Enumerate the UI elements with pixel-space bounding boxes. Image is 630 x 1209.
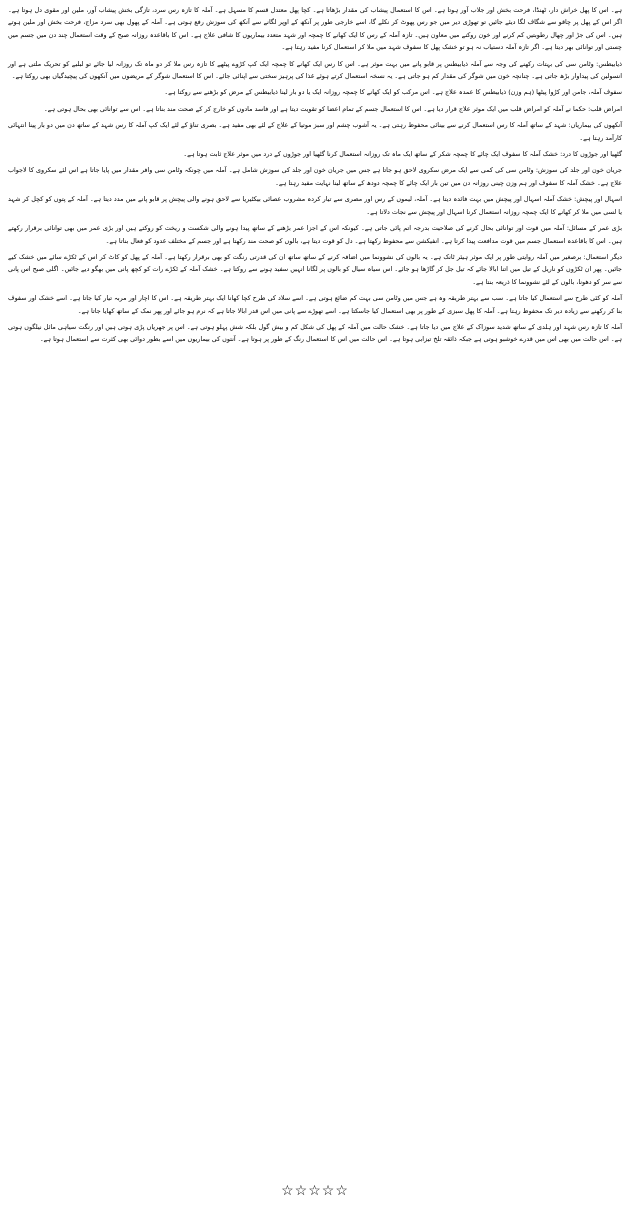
paragraph-joint-pain: گٹھیا اور جوڑوں کا درد: خشک آملہ کا سفوف ایک چائے کا چمچہ شکر کے ساتھ ایک ماہ تک روزانہ استعمال کرنا گٹھیا اور جوڑوں کے درد میں موثر علاج ثابت ہوتا ہے۔ xyxy=(183,150,622,159)
end-stars-ornament: ☆☆☆☆☆ xyxy=(281,1184,349,1199)
paragraph-scurvy: جریان خون اور جلد کی سوزش: وٹامن سی کی کمی سے ایک مرض سکروی لاحق ہو جاتا ہے جس میں جریان خون اور جلد کی سوزش شامل ہے۔ آملہ میں چونکہ وٹامن سی وافر مقدار میں پایا جاتا ہے اس لئے سکروی کا لاجواب علاج ہے۔ خشک آملہ کا سفوف اور ہم وزن چینی روزانہ دن میں تین بار ایک چائے کا چمچہ دودھ کے ساتھ لینا نہایت مفید رہتا ہے۔ xyxy=(8,166,622,187)
paragraph-dysentery: اسہال اور پیچش: خشک آملہ اسہال اور پیچش میں بہت فائدہ دیتا ہے۔ آملہ، لیموں کے رس اور مصری سے تیار کردہ مشروب عصائی بیکٹیریا سے لاحق ہونے والی پیچش پر قابو پانے میں مدد دیتا ہے۔ آملہ کے پتوں کو کچل کر شہد یا لسی میں ملا کر کھانے کا ایک چمچہ روزانہ استعمال کرنا اسہال اور پیچش سے نجات دلاتا ہے۔ xyxy=(8,195,622,216)
paragraph-heart-disease: امراض قلب: حکما نے آملہ کو امراض قلب میں ایک موثر علاج قرار دیا ہے۔ اس کا استعمال جسم کے تمام اعضا کو تقویت دیتا ہے اور فاسد مادوں کو خارج کر کے صحت مند بناتا ہے۔ اس سے توانائی بھی بحال ہوتی ہے۔ xyxy=(43,104,622,113)
paragraph-eye-diseases: آنکھوں کی بیماریاں: شہد کے ساتھ آملہ کا رس استعمال کرنے سے بینائی محفوظ رہتی ہے۔ یہ آشوب چشم اور سبز موتیا کے علاج کے لئے بھی مفید ہے۔ بصری تناؤ کے لئے ایک کپ آملہ کا رس شہد کے ساتھ دن میں دو بار پینا انتہائی کارآمد رہتا ہے۔ xyxy=(8,121,622,142)
paragraph-dried-fruit: آملہ کا تازہ رس شہد اور ہلدی کے ساتھ شدید سوزاک کے علاج میں دیا جاتا ہے۔ خشک حالت میں آملہ کے پھل کی شکل کم و بیش گول بلکہ شش پہلو ہوتی ہے۔ اس پر جھریاں پڑی ہوتی ہیں اور رنگت سیاہی مائل نیلگوں ہوتی ہے۔ اس حالت میں بھی اس میں قدرے خوشبو ہوتی ہے جبکہ ذائقہ تلخ تیزابی ہوتا ہے۔ اس حالت میں اس کا استعمال رنگ کے طور پر ہوتا ہے۔ آنتوں کی بیماریوں میں اسے بطور دوائی بھی کثرت سے استعمال ہوتا ہے۔ xyxy=(8,322,622,344)
paragraph-other-uses: دیگر استعمال: برصغیر میں آملہ روایتی طور پر ایک موثر ہیئر ٹانک ہے۔ یہ بالوں کی نشوونما میں اضافہ کرنے کے ساتھ ساتھ ان کی قدرتی رنگت کو بھی برقرار رکھتا ہے۔ آملہ کے پھل کو کاٹ کر اس کے ٹکڑے سائے میں خشک کیے جائیں۔ پھر ان ٹکڑوں کو ناریل کے تیل میں اتنا ابالا جائے کہ تیل جل کر گاڑھا ہو جائے۔ اس سیاہ سیال کو بالوں پر لگانا انہیں سفید ہونے سے روکتا ہے۔ خشک آملہ کے ٹکڑے رات کو کچھ پانی میں بھگو دیے جائیں۔ اگلی صبح اس پانی سے سر کو دھونا، بالوں کے لئے نشوونما کا ذریعہ بنتا ہے۔ xyxy=(8,252,622,286)
paragraph-preparation: آملہ کو کئی طرح سے استعمال کیا جاتا ہے۔ سب سے بہتر طریقہ وہ ہے جس میں وٹامن سی بہت کم ضائع ہوتی ہے۔ اسے سلاد کی طرح کچا کھانا ایک بہتر طریقہ ہے۔ اس کا اچار اور مربہ تیار کیا جاتا ہے۔ اسے خشک اور سفوف بنا کر رکھنے سے زیادہ دیر تک محفوظ رہتا ہے۔ آملہ کا پھل سبزی کے طور پر بھی استعمال کیا جاسکتا ہے۔ اسے تھوڑے سے پانی میں اس قدر ابالا جاتا ہے کہ نرم ہو جائے اور پھر نمک کے ساتھ کھایا جاتا ہے۔ xyxy=(8,294,622,315)
paragraph-old-age: بڑی عمر کے مسائل: آملہ میں قوت اور توانائی بحال کرنے کی صلاحیت بدرجہ اتم پائی جاتی ہے۔ کیونکہ اس کے اجزا عمر بڑھنے کے ساتھ پیدا ہونے والی شکست و ریخت کو روکتے ہیں اور بڑی عمر میں بھی توانائی برقرار رکھتے ہیں۔ اس کا باقاعدہ استعمال جسم میں قوت مدافعت پیدا کرتا ہے۔ انفیکشن سے محفوظ رکھتا ہے۔ دل کو قوت دیتا ہے، بالوں کو صحت مند رکھتا ہے اور جسم کے مختلف غدود کو فعال بناتا ہے۔ xyxy=(8,224,622,245)
paragraph-diabetes-remedy: سفوف آملہ، جامن اور کڑوا پیٹھا (ہم وزن) ذیابیطس کا عمدہ علاج ہے۔ اس مرکب کو ایک کھانے کا چمچہ روزانہ ایک یا دو بار لینا ذیابیطس کے مرض کو بڑھنے سے روکتا ہے۔ xyxy=(164,88,622,97)
paragraph-diabetes: ذیابیطس: وٹامن سی کی بہتات رکھنے کی وجہ سے آملہ ذیابیطس پر قابو پانے میں بہت موثر ہے۔ اس کا رس ایک کھانے کا چمچہ ایک کپ کڑوے پیٹھے کا تازہ رس ملا کر دو ماہ تک روزانہ لیا جائے تو لبلبے کو تحریک ملتی ہے اور انسولین کی پیداوار بڑھ جاتی ہے۔ چنانچہ خون میں شوگر کی مقدار کم ہو جاتی ہے۔ یہ نسخہ استعمال کرتے ہوئے غذا کی پرہیز سختی سے اپنائی جائے۔ اس کا استعمال شوگر کے مریضوں میں آنکھوں کی پیچیدگیاں بھی روکتا ہے۔ xyxy=(8,59,622,81)
paragraph-introduction: ہے۔ اس کا پھل خراش دار، ٹھنڈا، فرحت بخش اور جلاب آور ہوتا ہے۔ اس کا استعمال پیشاب کی مقدار بڑھاتا ہے۔ کچا پھل معتدل قسم کا مسہل ہے۔ آملہ کا تازہ رس سرد، تازگی بخش پیشاب آور، ملین اور مقوی دل ہوتا ہے۔ اگر اس کے پھل پر چاقو سے شگاف لگا دیئے جائیں تو تھوڑی دیر میں جو رس پھوٹ کر نکلے گا، اسے خارجی طور پر آنکھ کے اوپر لگانے سے آنکھ کی سوزش رفع ہوتی ہے۔ آملہ کے پھول بھی سرد مزاج، فرحت بخش اور ملین ہوتے ہیں۔ اس کی جڑ اور چھال رطوبتیں کم کرنے اور خون روکنے میں معاون ہیں۔ تازہ آملہ کے رس کا ایک کھانے کا چمچہ اور شہد متعدد بیماریوں کا شافی علاج ہے۔ اس کا باقاعدہ روزانہ صبح کے وقت استعمال چند دن میں جسم میں چستی اور توانائی بھر دیتا ہے۔ اگر تازہ آملہ دستیاب نہ ہو تو خشک پھل کا سفوف شہد میں ملا کر استعمال کرنا مفید رہتا ہے۔ xyxy=(8,6,622,52)
